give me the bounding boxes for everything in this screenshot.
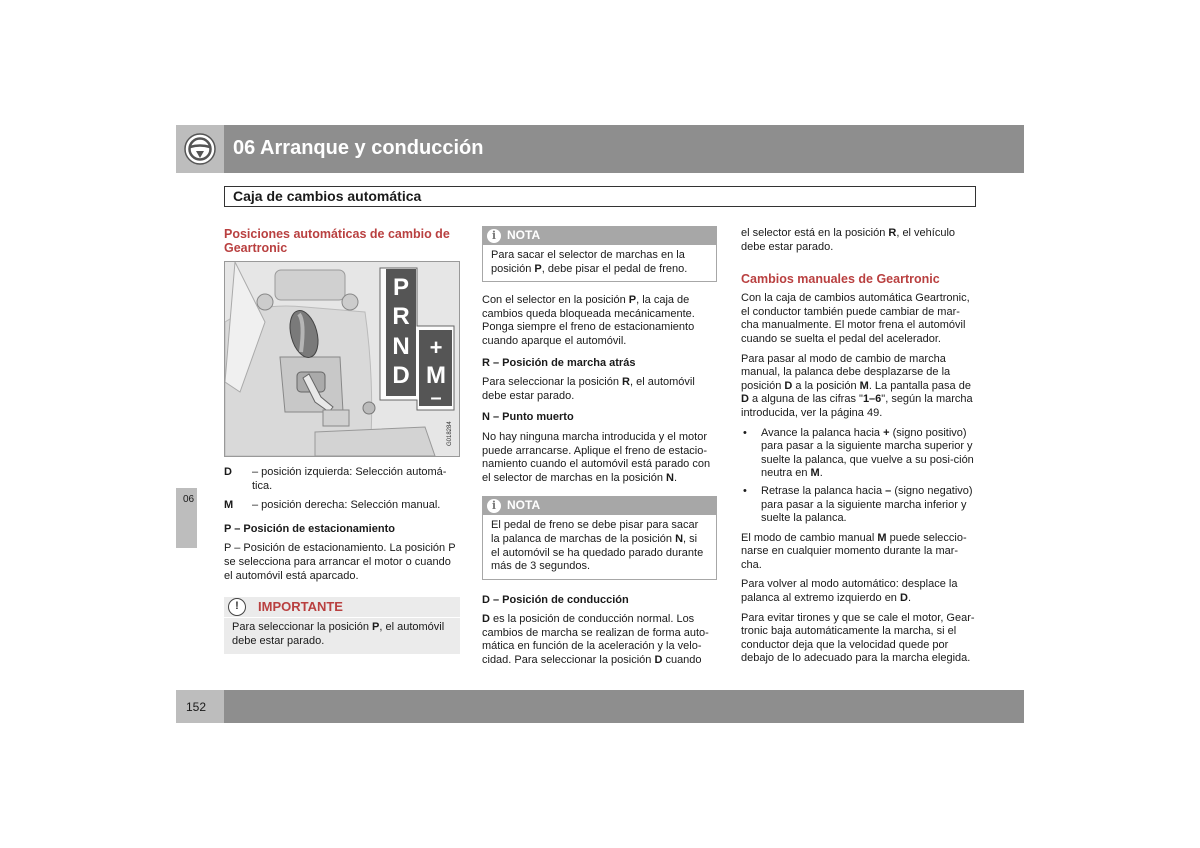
note1-post: , debe pisar el pedal de freno. — [541, 262, 688, 275]
gear-label-r: R — [392, 303, 410, 330]
note1-pre: Para sacar el selector de marchas en la posición — [491, 249, 685, 275]
list-item — [741, 485, 977, 526]
note2-post: , si el automóvil se ha quedado parado durante más de 3 segundos. — [491, 532, 704, 573]
note-box-2 — [482, 496, 717, 579]
label-text-m: – posición derecha: Selección manual. — [252, 499, 441, 512]
b2-a: Retrase la palanca hacia — [761, 484, 886, 497]
side-tab-label: 06 — [183, 494, 195, 505]
p2-b2: M — [859, 379, 869, 392]
important-text-post: , el automóvil debe estar parado. — [232, 621, 445, 647]
note-body-1 — [482, 245, 717, 282]
b1-b2: M — [810, 467, 820, 480]
footer-bar — [224, 690, 1024, 723]
note1-bold: P — [534, 262, 542, 275]
b1-b1: + — [883, 426, 890, 439]
shift-bullet-list — [741, 427, 977, 526]
r-bold: R — [622, 376, 630, 389]
b1-d: . — [819, 467, 823, 480]
column-3 — [741, 227, 977, 672]
return-auto-paragraph — [741, 578, 977, 605]
d-mid: es la posición de conducción normal. Los cambios de marcha se realizan de forma auto-mática en función de la aceleración y la velo-cidad. Para seleccionar la posición — [482, 613, 709, 667]
note-title-2: NOTA — [507, 498, 541, 513]
column-2 — [482, 226, 717, 674]
p2-a: Para pasar al modo de cambio de marcha manual, la palanca debe desplazarse de la posición — [741, 352, 951, 392]
note-title-1: NOTA — [507, 227, 541, 242]
d-position-heading: D – Posición de conducción — [482, 593, 629, 606]
para1-pre: Con el selector en la posición — [482, 294, 629, 307]
p3-a: El modo de cambio manual — [741, 531, 878, 544]
b1-a: Avance la palanca hacia — [761, 426, 884, 439]
important-text-bold: P — [372, 621, 380, 634]
column-1 — [224, 227, 460, 654]
p2-b4: 1–6 — [862, 393, 882, 406]
note-box-1 — [482, 226, 717, 282]
gear-label-p: P — [392, 274, 410, 301]
note2-pre: El pedal de freno se debe pisar para sacar la palanca de marchas de la posición — [491, 519, 699, 545]
important-header — [224, 597, 460, 618]
p2-b3: D — [741, 393, 749, 406]
important-text-pre: Para seleccionar la posición — [232, 621, 373, 634]
n-post: . — [674, 471, 678, 484]
label-d-row — [224, 466, 460, 493]
manual-minus-label: – — [430, 387, 442, 409]
auto-downshift-paragraph: Para evitar tirones y que se cale el motor, Gear-tronic baja automáticamente la marcha, si el conductor deja que la velocidad quede por debajo de lo adecuado para la marcha elegida. — [741, 611, 975, 665]
r-post: , el automóvil debe estar parado. — [482, 376, 695, 402]
cont-bold: R — [888, 227, 897, 239]
p4-a: Para volver al modo automático: desplace la palanca al extremo izquierdo en — [741, 578, 958, 605]
manual-mode-paragraph — [741, 353, 977, 421]
p2-e: a alguna de las cifras " — [748, 393, 863, 406]
label-m-row — [224, 499, 460, 513]
note2-bold: N — [675, 532, 684, 545]
p2-d: . La pantalla pasa de — [868, 379, 971, 392]
d-position-text — [482, 613, 717, 667]
geartronic-positions-heading: Posiciones automáticas de cambio de Geartronic — [224, 227, 450, 255]
chapter-icon-box — [176, 125, 224, 173]
n-pre: No hay ninguna marcha introducida y el motor puede arrancarse. Aplique el freno de estacio-namiento cuando el automóvil está parado con el selector de marchas en la posición — [482, 430, 711, 484]
gear-label-n: N — [392, 333, 410, 360]
continued-text — [741, 227, 977, 254]
label-key-d: D — [224, 466, 232, 478]
d-bold1: D — [482, 613, 490, 626]
manual-intro-paragraph: Con la caja de cambios automática Geartronic, el conductor también puede cambiar de mar-cha manualmente. El motor frena el automóvil cuando se suelta el pedal del acelerador. — [741, 292, 970, 345]
chapter-title: 06 Arranque y conducción — [233, 137, 484, 159]
steering-wheel-icon — [176, 125, 224, 173]
info-icon: i — [487, 229, 501, 243]
b2-c: (signo negativo) para pasar a la siguiente marcha inferior y suelte la palanca. — [761, 484, 973, 525]
illustration-code: G018284 — [447, 421, 453, 446]
n-position-text — [482, 431, 717, 485]
label-key-m: M — [224, 499, 234, 512]
p2-f: ", según la marcha introducida, ver la página 49. — [741, 393, 973, 419]
important-box — [224, 597, 460, 654]
p-position-heading: P – Posición de estacionamiento — [224, 522, 395, 535]
n-bold: N — [666, 471, 674, 484]
p3-c: puede seleccio-narse en cualquier momento durante la mar-cha. — [741, 531, 967, 571]
important-body — [224, 618, 460, 654]
b1-c: (signo positivo) para pasar a la siguiente marcha superior y suelte la palanca, que vuelve a su posi-ción neutra en — [761, 426, 974, 480]
p-position-text: P – Posición de estacionamiento. La posición P se selecciona para arrancar el motor o cuando el automóvil está aparcado. — [224, 542, 456, 582]
gear-selector-illustration — [224, 261, 460, 457]
manual-plus-label: + — [429, 335, 443, 360]
manual-shifting-heading: Cambios manuales de Geartronic — [741, 272, 940, 287]
gear-label-d: D — [392, 362, 410, 389]
p2-b1: D — [784, 379, 793, 392]
p4-c: . — [907, 592, 911, 605]
page-number: 152 — [186, 700, 207, 714]
p3-b: M — [877, 531, 887, 544]
cont-post: , el vehículo debe estar parado. — [741, 227, 956, 253]
manual-m-label: M — [426, 362, 446, 389]
n-position-heading: N – Punto muerto — [482, 411, 574, 424]
note-body-2 — [482, 515, 717, 579]
p2-c: a la posición — [792, 379, 860, 392]
note-header-1 — [482, 226, 717, 245]
important-title: IMPORTANTE — [258, 599, 343, 615]
r-pre: Para seleccionar la posición — [482, 376, 623, 389]
info-icon: i — [487, 499, 501, 513]
section-title: Caja de cambios automática — [233, 188, 422, 204]
cont-pre: el selector está en la posición — [741, 227, 889, 239]
r-position-text — [482, 376, 717, 403]
d-post: cuando — [662, 654, 702, 667]
note-header-2 — [482, 496, 717, 515]
r-position-heading: R – Posición de marcha atrás — [482, 356, 636, 369]
para1-post: , la caja de cambios queda bloqueada mecánicamente. Ponga siempre el freno de estacionamiento cuando aparque el automóvil. — [482, 294, 695, 347]
manual-anytime-paragraph — [741, 532, 977, 573]
para1-bold: P — [628, 294, 637, 307]
warning-exclamation-icon: ! — [228, 598, 246, 616]
b2-b1: – — [885, 484, 892, 497]
list-item — [741, 427, 977, 481]
d-bold2: D — [654, 654, 663, 667]
label-text-d: – posición izquierda: Selección automá-tica. — [252, 466, 447, 492]
park-lock-paragraph — [482, 294, 717, 348]
p4-b: D — [899, 592, 908, 605]
